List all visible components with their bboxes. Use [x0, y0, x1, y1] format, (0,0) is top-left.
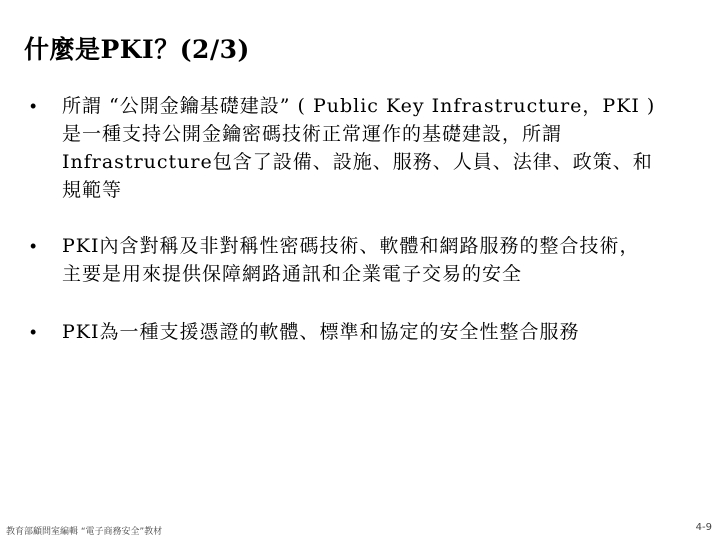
bullet-marker: •: [30, 322, 38, 342]
bullet-text: 所謂 “公開金鑰基礎建設” ( Public Key Infrastructure，PKI ) 是一種支持公開金鑰密碼技術正常運作的基礎建設，所謂Infrastructure包含了設備、設施、服務、人員、法律、政策、和規範等: [62, 95, 656, 201]
slide-title: 什麼是PKI？(2/3): [24, 35, 250, 64]
bullet-item-3: [26, 318, 656, 346]
bullet-text: PKI內含對稱及非對稱性密碼技術、軟體和網路服務的整合技術，主要是用來提供保障網路通訊和企業電子交易的安全: [62, 235, 640, 285]
bullet-list: [26, 92, 656, 346]
bullet-text: PKI為一種支援憑證的軟體、標準和協定的安全性整合服務: [62, 321, 580, 343]
page-number: 4-9: [695, 522, 712, 533]
bullet-item-2: [26, 232, 656, 288]
bullet-marker: •: [30, 96, 38, 116]
bullet-marker: •: [30, 236, 38, 256]
bullet-item-1: [26, 92, 656, 204]
footer-source: 教育部顧問室編輯 “電子商務安全”教材: [6, 527, 163, 537]
